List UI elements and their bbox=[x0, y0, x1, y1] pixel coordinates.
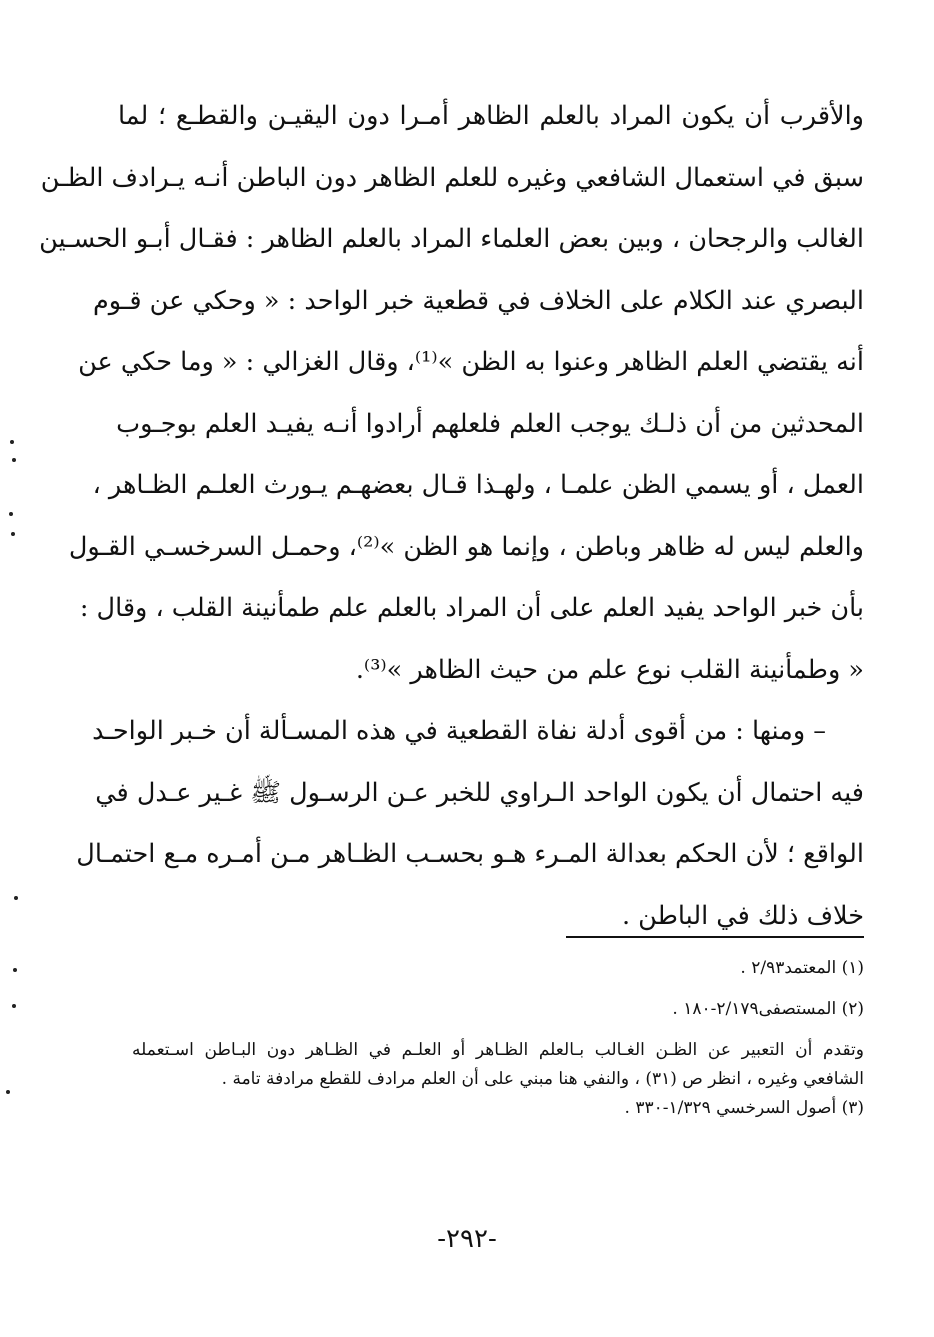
text-line: والأقرب أن يكون المراد بالعلم الظاهر أمـرا دون اليقيـن والقطـع ؛ لما bbox=[118, 101, 864, 131]
page-number: -٢٩٢- bbox=[437, 1224, 497, 1254]
text-line: – ومنها : من أقوى أدلة نفاة القطعية في هذه المسـألة أن خـبر الواحـد bbox=[92, 716, 826, 746]
footnote-3: (٣) أصول السرخسي ١/٣٢٩-٣٣٠ . bbox=[624, 1098, 864, 1118]
text-line: بأن خبر الواحد يفيد العلم على أن المراد بالعلم علم طمأنينة القلب ، وقال : bbox=[79, 593, 864, 623]
scan-speck bbox=[12, 1004, 16, 1008]
scan-speck bbox=[10, 440, 14, 444]
text-line: الواقع ؛ لأن الحكم بعدالة المـرء هـو بحسـب الظـاهر مـن أمـره مـع احتمـال bbox=[76, 839, 864, 869]
text-line: فيه احتمال أن يكون الواحد الـراوي للخبر عـن الرسـول ﷺ غـير عـدل في bbox=[95, 777, 864, 808]
text-line: أنه يقتضي العلم الظاهر وعنوا به الظن »⁽¹⁾، وقال الغزالي : « وما حكي عن bbox=[78, 347, 864, 377]
scan-speck bbox=[6, 1090, 10, 1094]
scan-speck bbox=[11, 532, 15, 536]
scan-speck bbox=[13, 968, 17, 972]
footnote-1: (١) المعتمد٢/٩٣ . bbox=[740, 958, 864, 978]
footnote-2-continuation: وتقدم أن التعبير عن الظـن الغـالب بـالعلم الظـاهر أو العلـم في الظـاهر دون البـاطن اسـتعمله bbox=[132, 1040, 864, 1060]
text-line: البصري عند الكلام على الخلاف في قطعية خبر الواحد : « وحكي عن قـوم bbox=[92, 285, 864, 316]
text-line: سبق في استعمال الشافعي وغيره للعلم الظاهر دون الباطن أنـه يـرادف الظـن bbox=[40, 162, 864, 193]
scan-speck bbox=[9, 512, 13, 516]
scan-speck bbox=[12, 458, 16, 462]
footnote-2: (٢) المستصفى٢/١٧٩-١٨٠ . bbox=[672, 999, 864, 1019]
text-line: « وطمأنينة القلب نوع علم من حيث الظاهر »⁽³⁾. bbox=[355, 654, 864, 685]
footnote-spacer bbox=[132, 1024, 864, 1036]
text-line: المحدثين من أن ذلـك يوجب العلم فلعلهم أرادوا أنـه يفيـد العلم بوجـوب bbox=[116, 408, 864, 439]
text-line: العمل ، أو يسمي الظن علمـا ، ولهـذا قـال بعضهـم يـورث العلـم الظـاهر ، bbox=[92, 470, 864, 500]
footnote-separator bbox=[566, 936, 864, 938]
footnote-spacer bbox=[132, 983, 864, 995]
text-line: خلاف ذلك في الباطن . bbox=[621, 900, 864, 931]
footnotes bbox=[132, 954, 864, 1123]
text-line: الغالب والرجحان ، وبين بعض العلماء المراد بالعلم الظاهر : فقـال أبـو الحسـين bbox=[39, 224, 864, 254]
scan-speck bbox=[14, 896, 18, 900]
footnote-2-continuation: الشافعي وغيره ، انظر ص (٣١) ، والنفي هنا مبني على أن العلم مرادف للقطع مرادفة تامة . bbox=[221, 1069, 864, 1089]
main-text-body bbox=[39, 86, 864, 947]
text-line: والعلم ليس له ظاهر وباطن ، وإنما هو الظن »⁽²⁾، وحمـل السرخسـي القـول bbox=[68, 531, 864, 562]
